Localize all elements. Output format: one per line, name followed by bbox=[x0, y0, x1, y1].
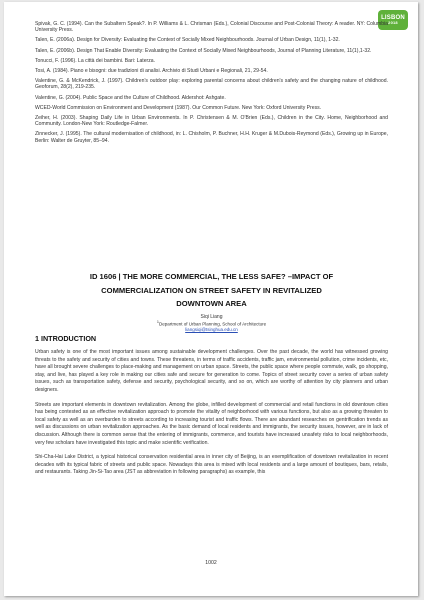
reference-item: Valentine, G. (2004). Public Space and the Culture of Childhood. Aldershot: Ashgate. bbox=[35, 94, 226, 101]
reference-list bbox=[35, 21, 388, 148]
logo-line1: LISBON bbox=[381, 14, 405, 21]
body-paragraph: Streets are important elements in downtown revitalization. Among the globe, infilled development of commercial and retail functions in old downtown cities has being contested as an effective revitalization approach to promote the vitality of neighborhood with various functions, but also as a growing threaten to local safety as well as an overburden to streets according to increasing tourist and traffic flows. There are abundant researches on gentrification trends as well as discussions on urban revitalization approaches. As the basic demand of local residents and immigrants, the security issues, however, are in lack of discussion. Although there is common sense that the entering of immigrants, commerce, and tourists have increased unsafety risks to local neighborhoods, very few scholars have investigated this topic and make scientific verification. bbox=[35, 401, 388, 446]
reference-item: Valentine, G. & McKendrick, J. (1997). Children's outdoor play: exploring parental concerns about children's safety and the changing nature of childhood. Geoforum, 28(2), 219-235. bbox=[35, 78, 388, 91]
reference-item: Zeiher, H. (2003). Shaping Daily Life in Urban Environments. In P. Christensen & M. O'Brien (Eds.), Children in the City. Home, Neighborhood and Community. London-New York: Routledge-Falmer. bbox=[35, 115, 388, 128]
body-paragraph: Urban safety is one of the most important issues among sustainable development challenges. Over the past decade, the world has witnessed growing threats to the safety and security of cities and towns. These threatens, in terms of traffic accidents, traffic jam, environmental pollution, crime incidents, etc, have all brought severe challenges to place-making and management on urban space. Streets, the public space where people commute, walk, go shopping, stay, and live, has played a key role in making our cities safe and secure for generation to come. Topics of street security cover a series of urban safety issues, such as transportation safety, defense and security, psychological security, and so on, which are worthy of attention by city planners and urban designers. bbox=[35, 349, 388, 393]
title-line: COMMERCIALIZATION ON STREET SAFETY IN REVITALIZED bbox=[101, 285, 322, 295]
page-number: 1002 bbox=[205, 560, 217, 566]
paper-title bbox=[35, 270, 388, 311]
paper-page bbox=[4, 2, 418, 596]
body-paragraph: Shi-Cha-Hai Lake District, a typical historical conservation residential area in inner city of Beijing, is an exemplification of downtown revitalization in recent decades with its typical fabric of streets and public space. Nowadays this area is mixed with local residents and a large amount of boutiques, bars, retails, and restaurants. Taking Jin-Si-Tao area (JST as abbreviation in following paragraphs) as example, this bbox=[35, 454, 388, 476]
reference-item: Tonucci, F. (1996). La città dei bambini. Bari: Laterza. bbox=[35, 57, 156, 64]
title-line: ID 1606 | THE MORE COMMERCIAL, THE LESS SAFE? –IMPACT OF bbox=[89, 272, 334, 281]
reference-item: Talen, E. (2006a). Design for Diversity: Evaluating the Context of Socially Mixed Neighbourhoods. Journal of Urban Design, 11(1), 1-32. bbox=[35, 37, 340, 44]
reference-item: Tosi, A. (1984). Piano e bisogni: due tradizioni di analisi. Archivio di Studi Urbani e Regionali, 21, 29-54. bbox=[35, 68, 268, 75]
affiliation-mark: 1 bbox=[156, 319, 160, 324]
reference-item: Zinnecker, J. (1995). The cultural modernisation of childhood, in: L. Chisholm, P. Buchner, H.H. Kruger & M.Dubois-Reymond (Eds.), Growing up in Europe, Berlin: Walter de Gruyter, 85–94. bbox=[35, 131, 388, 144]
reference-item: Spivak, G. C. (1994). Can the Subaltern Speak?. In P. Williams & L. Chrisman (Eds.), Colonial Discourse and Post-Colonial Theory: A reader. NY: Columbia University Press. bbox=[35, 21, 388, 34]
reference-item: Talen, E. (2006b). Design That Enable Diversity: Evaluating the Context of Socially Mixed Neighbourhoods, Journal of Planning Literature, 11(1),1-32. bbox=[35, 47, 372, 54]
author-email-link[interactable]: liangsiqi@tsinghua.edu.cn bbox=[185, 326, 238, 332]
title-line: DOWNTOWN AREA bbox=[176, 299, 247, 308]
affiliation bbox=[35, 320, 388, 327]
affiliation-text: Department of Urban Planning, School of Architecture bbox=[159, 321, 267, 326]
author-name: Siqi Liang bbox=[200, 313, 223, 320]
paper-header bbox=[35, 270, 388, 332]
section-heading: 1 INTRODUCTION bbox=[35, 334, 97, 343]
introduction-section bbox=[35, 334, 388, 484]
reference-item: WCED-World Commission on Environment and Development (1987). Our Common Future. New York: Oxford University Press. bbox=[35, 104, 322, 111]
logo-line2: 2018 bbox=[388, 20, 398, 26]
